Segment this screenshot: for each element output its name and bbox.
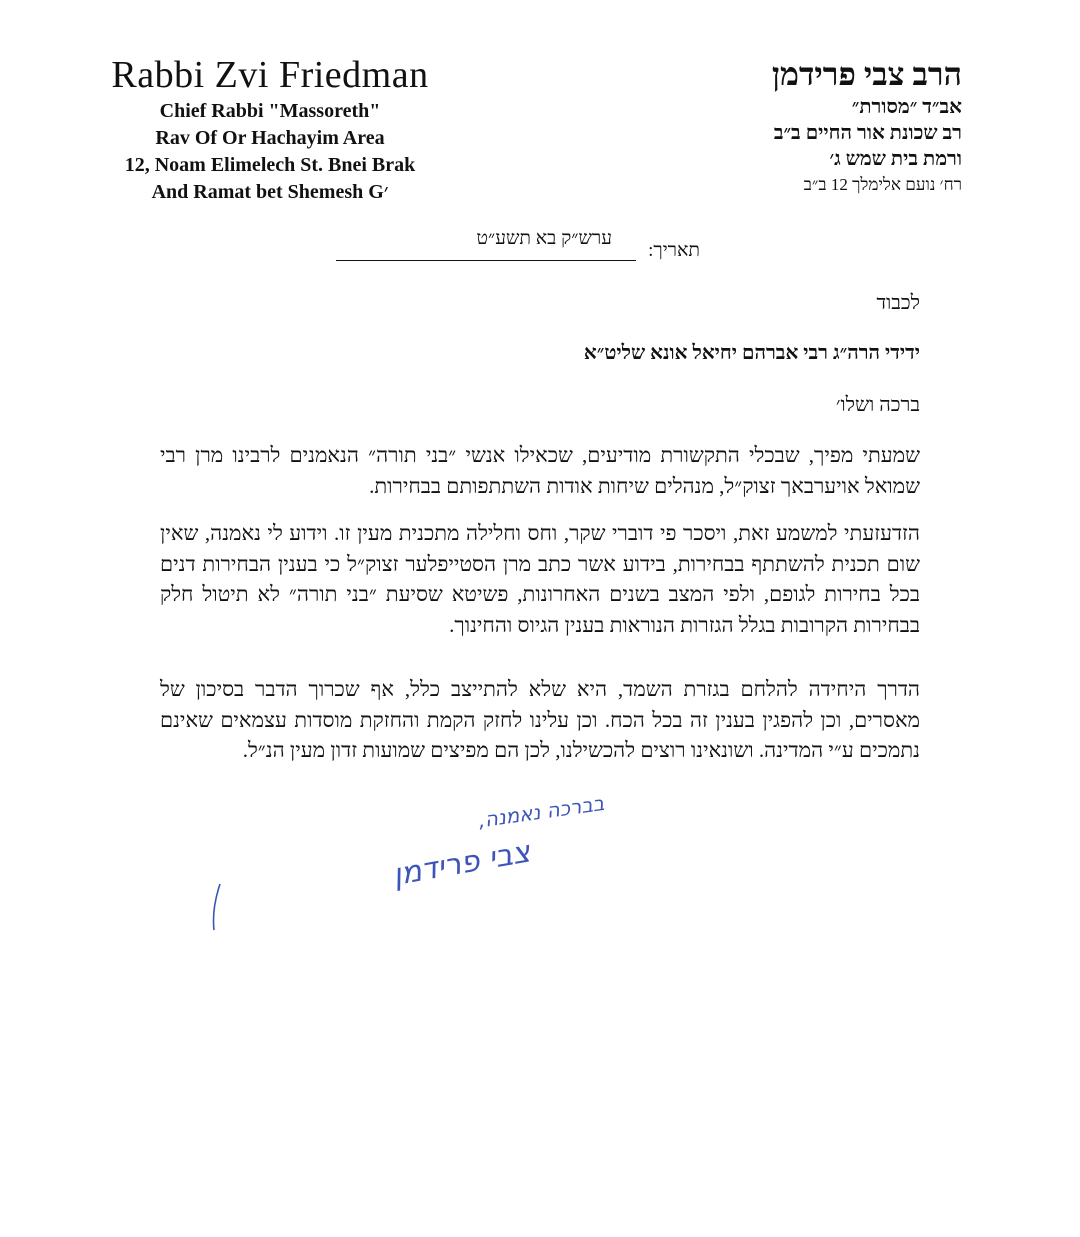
hebrew-rabbi-name: הרב צבי פרידמן: [771, 56, 962, 92]
paragraph-2-text: הזדעזעתי למשמע זאת, ויסכר פי דוברי שקר, וחס וחלילה מתכנית מעין זו. וידוע לי נאמנה, שאין שום תכנית להשתתף בבחירות, בידוע אשר כתב מרן הסטייפלער זצוק״ל כי בענין הבחירות דנים בכל בחירות לגופם, ולפי המצב בשנים האחרונות, פשיטא שסיעת ״בני תורה״ לא תיטול חלק בבחירות הקרובות בגלל הגזרות הנוראות בענין הגיוס והחינוך.: [160, 521, 920, 637]
hebrew-title: אב״ד ״מסורת״: [851, 96, 962, 118]
salutation-to: לכבוד: [876, 292, 920, 314]
signature-name: צבי פרידמן: [390, 834, 533, 894]
hebrew-area: ורמת בית שמש ג׳: [829, 148, 962, 170]
paragraph-1-text: שמעתי מפיך, שבכלי התקשורת מודיעים, שכאילו אנשי ״בני תורה״ הנאמנים לרבינו מרן רבי שמואל אויערבאך זצוק״ל, מנהלים שיחות אודות השתתפותם בבחירות.: [160, 443, 920, 498]
date-field: [330, 226, 700, 266]
greeting-line: ברכה ושלו׳: [835, 394, 920, 416]
body-paragraph-3: [160, 674, 920, 766]
date-value: ערש״ק בא תשע״ט: [476, 228, 612, 249]
hebrew-role: רב שכונת אור החיים ב״ב: [773, 122, 962, 144]
body-paragraph-2: [160, 518, 920, 640]
paragraph-3-text: הדרך היחידה להלחם בגזרת השמד, היא שלא להתייצב כלל, אף שכרוך הדבר בסיכון של מאסרים, וכן להפגין בענין זה בכל הכח. וכן עלינו לחזק הקמת והחזקת מוסדות עצמאים שאינם נתמכים ע״י המדינה. ושונאינו רוצים להכשילנו, לכן הם מפיצים שמועות זדון מעין הנ״ל.: [160, 677, 920, 762]
hebrew-address: רח׳ נועם אלימלך 12 ב״ב: [803, 175, 962, 194]
english-letterhead: [80, 52, 460, 206]
signature-closing: בברכה נאמנה,: [476, 790, 606, 833]
body-paragraph-1: [160, 440, 920, 501]
date-label: תאריך:: [648, 240, 700, 261]
english-role: Rav Of Or Hachayim Area: [155, 127, 385, 149]
hebrew-letterhead: [632, 54, 962, 198]
signature-stroke: [213, 884, 220, 930]
english-title: Chief Rabbi "Massoreth": [159, 100, 381, 122]
english-address: 12, Noam Elimelech St. Bnei Brak: [124, 154, 416, 176]
english-rabbi-name: Rabbi Zvi Friedman: [111, 54, 429, 96]
recipient-line: ידידי הרה״ג רבי אברהם יחיאל אונא שליט״א: [583, 342, 920, 364]
english-area: And Ramat bet Shemesh G׳: [151, 181, 389, 203]
date-underline: [336, 260, 636, 261]
handwritten-signature: [190, 790, 606, 948]
